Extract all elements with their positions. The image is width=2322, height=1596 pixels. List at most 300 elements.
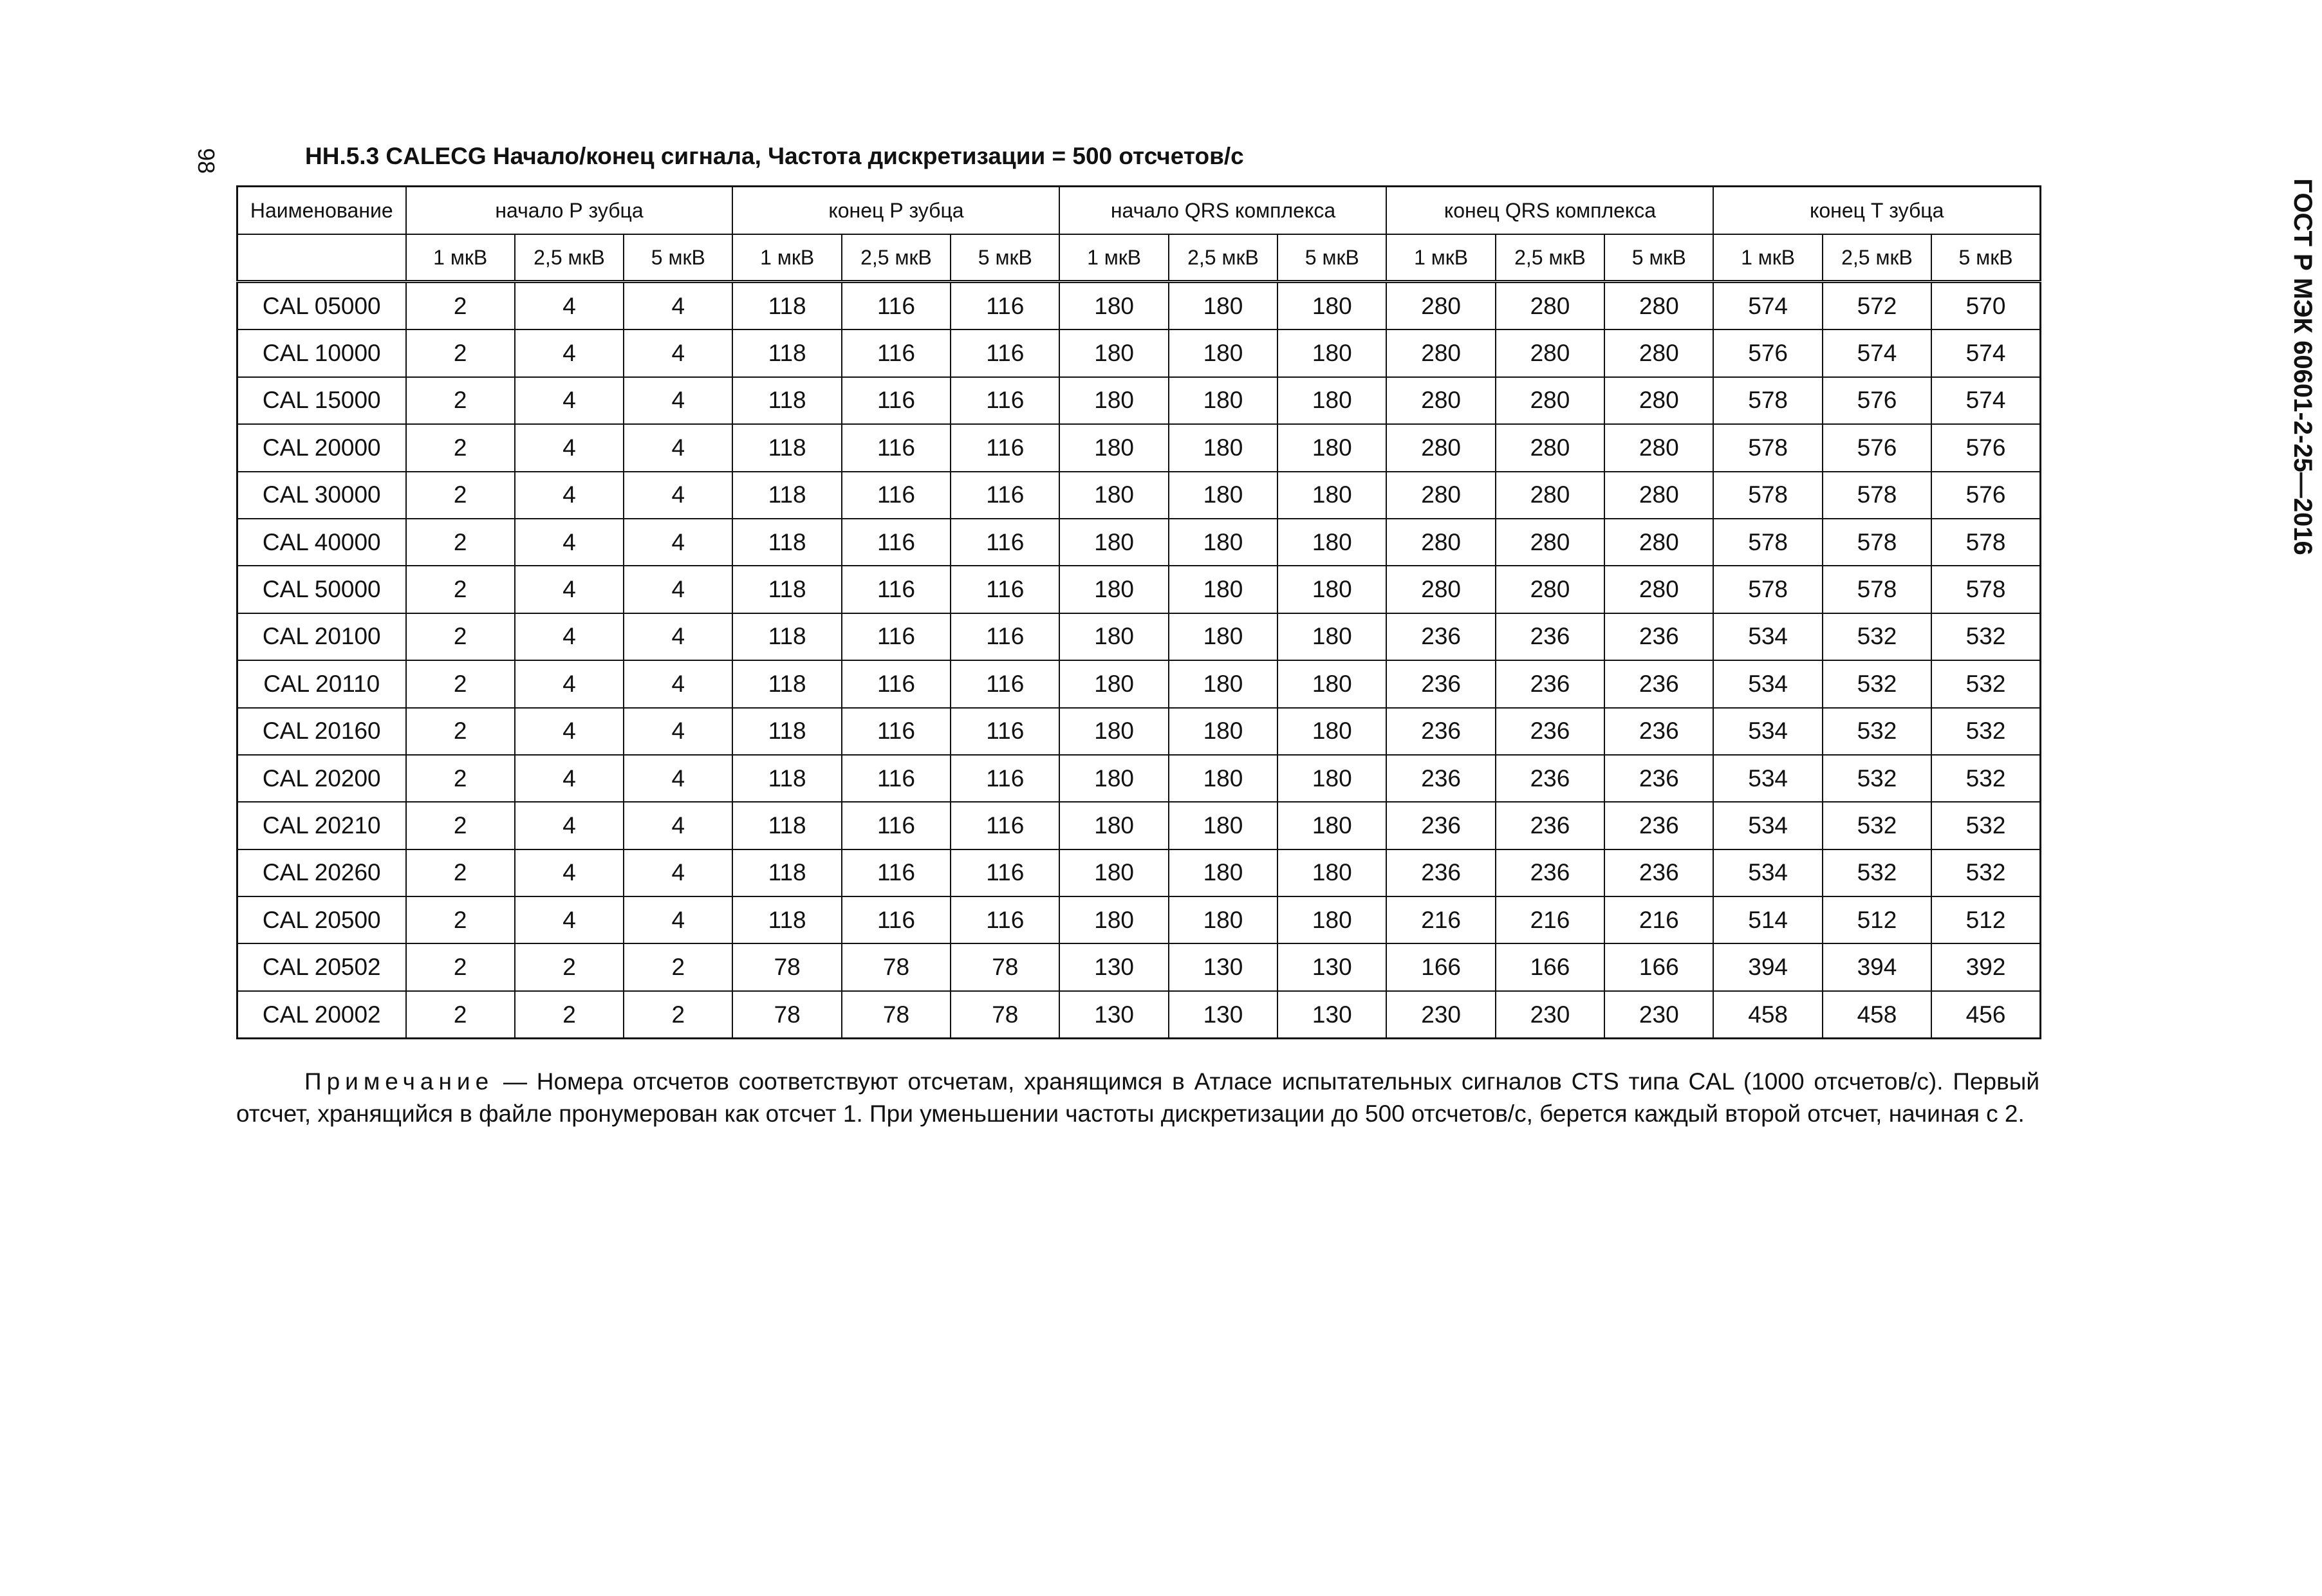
cell-value: 4 (515, 282, 624, 330)
cell-value: 280 (1496, 282, 1604, 330)
table-row (237, 519, 2041, 566)
cell-value: 180 (1169, 329, 1277, 376)
cell-value: 130 (1277, 991, 1386, 1039)
cell-value: 180 (1059, 424, 1168, 471)
header-amplitude: 5 мкВ (1277, 234, 1386, 282)
cell-value: 2 (515, 991, 624, 1039)
cell-value: 280 (1496, 424, 1604, 471)
cell-value: 280 (1386, 472, 1495, 519)
cell-value: 578 (1823, 519, 1931, 566)
cell-value: 180 (1059, 472, 1168, 519)
cell-value: 180 (1169, 424, 1277, 471)
cell-value: 166 (1386, 943, 1495, 990)
cell-value: 236 (1496, 755, 1604, 802)
cell-value: 2 (406, 282, 515, 330)
cell-value: 116 (951, 377, 1059, 424)
header-amplitude: 2,5 мкВ (1169, 234, 1277, 282)
cell-value: 280 (1604, 519, 1713, 566)
cell-value: 180 (1059, 896, 1168, 943)
cell-value: 236 (1604, 613, 1713, 660)
cell-value: 180 (1169, 613, 1277, 660)
cell-value: 118 (732, 377, 841, 424)
header-amplitude: 1 мкВ (1059, 234, 1168, 282)
cell-signal-name: CAL 15000 (237, 377, 406, 424)
cell-value: 280 (1604, 566, 1713, 613)
cell-value: 2 (406, 708, 515, 755)
cell-signal-name: CAL 05000 (237, 282, 406, 330)
cell-value: 116 (951, 424, 1059, 471)
cell-value: 2 (624, 991, 732, 1039)
cell-value: 576 (1931, 472, 2040, 519)
cell-signal-name: CAL 20210 (237, 802, 406, 849)
cell-value: 532 (1823, 849, 1931, 896)
cell-value: 4 (624, 708, 732, 755)
cell-value: 574 (1931, 329, 2040, 376)
cell-value: 130 (1169, 991, 1277, 1039)
cell-value: 392 (1931, 943, 2040, 990)
cell-value: 574 (1713, 282, 1822, 330)
cell-value: 576 (1823, 424, 1931, 471)
cell-value: 532 (1823, 802, 1931, 849)
cell-value: 180 (1277, 424, 1386, 471)
cell-value: 4 (624, 282, 732, 330)
cell-value: 116 (951, 566, 1059, 613)
table-row (237, 282, 2041, 330)
cell-value: 118 (732, 282, 841, 330)
cell-value: 532 (1931, 613, 2040, 660)
cell-value: 4 (515, 708, 624, 755)
table-note (236, 1066, 2039, 1130)
cell-value: 116 (951, 329, 1059, 376)
cell-signal-name: CAL 20502 (237, 943, 406, 990)
cell-value: 180 (1277, 849, 1386, 896)
cell-value: 236 (1386, 849, 1495, 896)
cell-value: 534 (1713, 802, 1822, 849)
cell-value: 578 (1713, 566, 1822, 613)
header-amplitude: 5 мкВ (1604, 234, 1713, 282)
cell-value: 116 (951, 896, 1059, 943)
cell-value: 180 (1277, 896, 1386, 943)
cell-value: 280 (1604, 472, 1713, 519)
cell-value: 180 (1169, 566, 1277, 613)
cell-value: 116 (951, 660, 1059, 707)
cell-value: 572 (1823, 282, 1931, 330)
cell-value: 280 (1386, 282, 1495, 330)
cell-signal-name: CAL 20100 (237, 613, 406, 660)
cell-value: 534 (1713, 613, 1822, 660)
cell-value: 4 (515, 660, 624, 707)
cell-value: 4 (515, 519, 624, 566)
cell-value: 116 (842, 755, 951, 802)
cell-value: 280 (1496, 377, 1604, 424)
cell-value: 116 (951, 472, 1059, 519)
cell-value: 180 (1277, 472, 1386, 519)
cell-value: 2 (406, 896, 515, 943)
cell-value: 236 (1496, 802, 1604, 849)
cell-value: 2 (406, 991, 515, 1039)
cell-value: 2 (406, 424, 515, 471)
table-row (237, 896, 2041, 943)
cell-value: 118 (732, 896, 841, 943)
cell-value: 4 (515, 849, 624, 896)
cell-signal-name: CAL 10000 (237, 329, 406, 376)
cell-value: 180 (1059, 329, 1168, 376)
cell-value: 2 (406, 802, 515, 849)
cell-signal-name: CAL 40000 (237, 519, 406, 566)
cell-value: 180 (1059, 849, 1168, 896)
cell-value: 116 (842, 896, 951, 943)
cell-value: 4 (515, 329, 624, 376)
cell-value: 78 (842, 943, 951, 990)
cell-value: 180 (1169, 802, 1277, 849)
cell-value: 118 (732, 802, 841, 849)
cell-value: 532 (1931, 802, 2040, 849)
cell-value: 2 (624, 943, 732, 990)
cell-value: 166 (1604, 943, 1713, 990)
cell-value: 180 (1277, 802, 1386, 849)
cell-value: 236 (1496, 613, 1604, 660)
cell-value: 116 (951, 708, 1059, 755)
table-row (237, 943, 2041, 990)
cell-value: 578 (1713, 377, 1822, 424)
cell-value: 532 (1931, 708, 2040, 755)
cell-value: 4 (624, 755, 732, 802)
cell-value: 230 (1496, 991, 1604, 1039)
cell-signal-name: CAL 20500 (237, 896, 406, 943)
cell-value: 180 (1277, 660, 1386, 707)
cell-value: 280 (1604, 377, 1713, 424)
cell-value: 2 (406, 519, 515, 566)
cell-signal-name: CAL 20260 (237, 849, 406, 896)
cell-value: 280 (1604, 424, 1713, 471)
cell-value: 118 (732, 613, 841, 660)
cell-value: 216 (1496, 896, 1604, 943)
cell-value: 180 (1169, 849, 1277, 896)
cell-value: 578 (1823, 472, 1931, 519)
cell-value: 78 (842, 991, 951, 1039)
document-side-title: ГОСТ Р МЭК 60601-2-25—2016 (2289, 178, 2317, 555)
cell-value: 4 (624, 802, 732, 849)
cell-value: 180 (1277, 377, 1386, 424)
cell-value: 180 (1059, 377, 1168, 424)
cell-value: 576 (1931, 424, 2040, 471)
cell-value: 130 (1277, 943, 1386, 990)
cell-value: 116 (951, 282, 1059, 330)
cell-value: 180 (1169, 660, 1277, 707)
cell-value: 236 (1386, 660, 1495, 707)
cell-value: 4 (515, 755, 624, 802)
cell-value: 2 (406, 943, 515, 990)
cell-value: 118 (732, 424, 841, 471)
cell-value: 534 (1713, 660, 1822, 707)
cell-value: 130 (1169, 943, 1277, 990)
cell-signal-name: CAL 20002 (237, 991, 406, 1039)
cell-value: 514 (1713, 896, 1822, 943)
cell-value: 236 (1604, 802, 1713, 849)
table-row (237, 849, 2041, 896)
cell-value: 180 (1277, 755, 1386, 802)
header-amplitude: 1 мкВ (732, 234, 841, 282)
cell-value: 180 (1059, 519, 1168, 566)
cell-value: 280 (1386, 377, 1495, 424)
table-header (237, 187, 2041, 282)
header-group-qrs-end: конец QRS комплекса (1386, 187, 1713, 235)
cell-signal-name: CAL 20200 (237, 755, 406, 802)
header-amplitude: 5 мкВ (951, 234, 1059, 282)
cell-value: 2 (406, 849, 515, 896)
cell-value: 116 (951, 802, 1059, 849)
cell-value: 236 (1496, 660, 1604, 707)
cell-value: 4 (624, 424, 732, 471)
table-row (237, 755, 2041, 802)
cell-value: 180 (1277, 566, 1386, 613)
table-row (237, 424, 2041, 471)
cell-value: 280 (1496, 566, 1604, 613)
table-body (237, 282, 2041, 1039)
cell-value: 216 (1386, 896, 1495, 943)
cell-value: 4 (624, 896, 732, 943)
cell-value: 116 (842, 660, 951, 707)
header-row-groups (237, 187, 2041, 235)
header-amplitude: 2,5 мкВ (1496, 234, 1604, 282)
cell-value: 116 (842, 802, 951, 849)
cell-signal-name: CAL 30000 (237, 472, 406, 519)
cell-value: 130 (1059, 943, 1168, 990)
cell-value: 118 (732, 329, 841, 376)
cell-value: 236 (1604, 755, 1713, 802)
cell-value: 180 (1169, 519, 1277, 566)
cell-value: 180 (1277, 282, 1386, 330)
cell-value: 118 (732, 660, 841, 707)
cell-value: 180 (1059, 613, 1168, 660)
cell-value: 180 (1059, 802, 1168, 849)
cell-value: 116 (842, 708, 951, 755)
cell-value: 2 (406, 755, 515, 802)
cell-value: 280 (1496, 329, 1604, 376)
cell-value: 570 (1931, 282, 2040, 330)
cell-value: 180 (1277, 329, 1386, 376)
cell-value: 236 (1496, 849, 1604, 896)
cell-value: 532 (1823, 660, 1931, 707)
cell-value: 2 (406, 329, 515, 376)
cell-value: 574 (1823, 329, 1931, 376)
cell-value: 532 (1931, 660, 2040, 707)
table-row (237, 613, 2041, 660)
cell-value: 166 (1496, 943, 1604, 990)
cell-value: 458 (1713, 991, 1822, 1039)
cell-value: 4 (624, 613, 732, 660)
cell-value: 180 (1059, 660, 1168, 707)
cell-value: 116 (842, 377, 951, 424)
header-group-p-start: начало Р зубца (406, 187, 733, 235)
cell-value: 230 (1386, 991, 1495, 1039)
cell-value: 180 (1277, 613, 1386, 660)
cell-value: 280 (1386, 566, 1495, 613)
cell-signal-name: CAL 20110 (237, 660, 406, 707)
cell-value: 2 (406, 660, 515, 707)
header-name: Наименование (237, 187, 406, 235)
data-table (236, 185, 2041, 1039)
cell-value: 4 (624, 519, 732, 566)
cell-value: 280 (1496, 519, 1604, 566)
cell-value: 578 (1931, 519, 2040, 566)
header-amplitude: 2,5 мкВ (1823, 234, 1931, 282)
cell-value: 534 (1713, 708, 1822, 755)
cell-value: 118 (732, 755, 841, 802)
cell-value: 78 (732, 943, 841, 990)
header-amplitude: 1 мкВ (406, 234, 515, 282)
table-row (237, 802, 2041, 849)
cell-value: 534 (1713, 755, 1822, 802)
cell-value: 4 (515, 566, 624, 613)
header-amplitude: 2,5 мкВ (515, 234, 624, 282)
cell-value: 236 (1386, 708, 1495, 755)
cell-value: 116 (951, 613, 1059, 660)
cell-value: 2 (406, 613, 515, 660)
cell-value: 116 (842, 566, 951, 613)
cell-value: 4 (624, 566, 732, 613)
cell-value: 118 (732, 519, 841, 566)
cell-value: 578 (1713, 424, 1822, 471)
cell-value: 78 (951, 943, 1059, 990)
cell-value: 180 (1169, 896, 1277, 943)
cell-value: 532 (1931, 755, 2040, 802)
cell-value: 180 (1059, 708, 1168, 755)
cell-value: 458 (1823, 991, 1931, 1039)
cell-value: 78 (951, 991, 1059, 1039)
header-amplitude: 2,5 мкВ (842, 234, 951, 282)
table-caption: НН.5.3 CALECG Начало/конец сигнала, Частота дискретизации = 500 отсчетов/с (305, 143, 1244, 169)
cell-signal-name: CAL 20000 (237, 424, 406, 471)
cell-value: 394 (1823, 943, 1931, 990)
cell-value: 180 (1169, 377, 1277, 424)
cell-value: 4 (515, 613, 624, 660)
cell-value: 2 (406, 566, 515, 613)
cell-value: 280 (1386, 519, 1495, 566)
cell-value: 532 (1823, 755, 1931, 802)
cell-value: 236 (1386, 802, 1495, 849)
cell-value: 216 (1604, 896, 1713, 943)
cell-signal-name: CAL 20160 (237, 708, 406, 755)
cell-value: 236 (1386, 755, 1495, 802)
header-amplitude: 1 мкВ (1386, 234, 1495, 282)
header-amplitude: 5 мкВ (1931, 234, 2040, 282)
cell-value: 4 (515, 896, 624, 943)
cell-value: 4 (624, 329, 732, 376)
cell-value: 180 (1169, 755, 1277, 802)
cell-value: 576 (1823, 377, 1931, 424)
cell-value: 2 (406, 472, 515, 519)
cell-value: 116 (842, 282, 951, 330)
table-row (237, 329, 2041, 376)
cell-value: 576 (1713, 329, 1822, 376)
cell-value: 280 (1496, 472, 1604, 519)
note-label: Примечание (304, 1068, 494, 1095)
cell-value: 116 (951, 755, 1059, 802)
table-row (237, 660, 2041, 707)
cell-value: 236 (1604, 708, 1713, 755)
cell-value: 534 (1713, 849, 1822, 896)
cell-value: 574 (1931, 377, 2040, 424)
cell-value: 116 (951, 849, 1059, 896)
cell-value: 578 (1823, 566, 1931, 613)
cell-value: 116 (951, 519, 1059, 566)
header-row-amplitudes (237, 234, 2041, 282)
cell-value: 180 (1169, 472, 1277, 519)
cell-value: 2 (515, 943, 624, 990)
note-text: — Номера отсчетов соответствуют отсчетам, хранящимся в Атласе испытательных сигналов CTS типа CAL (1000 отсчетов/с). Первый отсчет, хранящийся в файле пронумерован как отсчет 1. При уменьшении частоты дискретизации до 500 отсчетов/с, берется каждый второй отсчет, начиная с 2. (236, 1068, 2039, 1127)
cell-value: 116 (842, 424, 951, 471)
table-row (237, 991, 2041, 1039)
cell-value: 118 (732, 708, 841, 755)
cell-value: 512 (1931, 896, 2040, 943)
cell-value: 4 (624, 377, 732, 424)
header-group-qrs-start: начало QRS комплекса (1059, 187, 1386, 235)
cell-value: 180 (1277, 519, 1386, 566)
cell-value: 78 (732, 991, 841, 1039)
cell-value: 532 (1823, 613, 1931, 660)
header-amplitude: 5 мкВ (624, 234, 732, 282)
cell-value: 116 (842, 613, 951, 660)
cell-value: 280 (1386, 424, 1495, 471)
cell-value: 4 (515, 377, 624, 424)
cell-value: 578 (1931, 566, 2040, 613)
cell-value: 180 (1059, 566, 1168, 613)
header-name-empty (237, 234, 406, 282)
header-group-p-end: конец Р зубца (732, 187, 1059, 235)
cell-value: 118 (732, 566, 841, 613)
cell-value: 280 (1604, 282, 1713, 330)
cell-signal-name: CAL 50000 (237, 566, 406, 613)
header-amplitude: 1 мкВ (1713, 234, 1822, 282)
table-row (237, 472, 2041, 519)
cell-value: 2 (406, 377, 515, 424)
cell-value: 280 (1386, 329, 1495, 376)
cell-value: 4 (515, 802, 624, 849)
cell-value: 394 (1713, 943, 1822, 990)
page-number: 98 (193, 147, 219, 174)
cell-value: 116 (842, 849, 951, 896)
cell-value: 118 (732, 472, 841, 519)
cell-value: 578 (1713, 519, 1822, 566)
cell-value: 456 (1931, 991, 2040, 1039)
cell-value: 180 (1059, 755, 1168, 802)
cell-value: 116 (842, 519, 951, 566)
cell-value: 578 (1713, 472, 1822, 519)
cell-value: 532 (1823, 708, 1931, 755)
cell-value: 130 (1059, 991, 1168, 1039)
cell-value: 180 (1169, 282, 1277, 330)
cell-value: 230 (1604, 991, 1713, 1039)
cell-value: 118 (732, 849, 841, 896)
cell-value: 4 (624, 660, 732, 707)
cell-value: 4 (515, 472, 624, 519)
cell-value: 116 (842, 472, 951, 519)
cell-value: 512 (1823, 896, 1931, 943)
cell-value: 236 (1496, 708, 1604, 755)
cell-value: 280 (1604, 329, 1713, 376)
cell-value: 532 (1931, 849, 2040, 896)
header-group-t-end: конец Т зубца (1713, 187, 2040, 235)
cell-value: 180 (1277, 708, 1386, 755)
cell-value: 236 (1386, 613, 1495, 660)
cell-value: 236 (1604, 849, 1713, 896)
cell-value: 180 (1059, 282, 1168, 330)
cell-value: 4 (624, 472, 732, 519)
cell-value: 4 (624, 849, 732, 896)
cell-value: 236 (1604, 660, 1713, 707)
table-row (237, 377, 2041, 424)
